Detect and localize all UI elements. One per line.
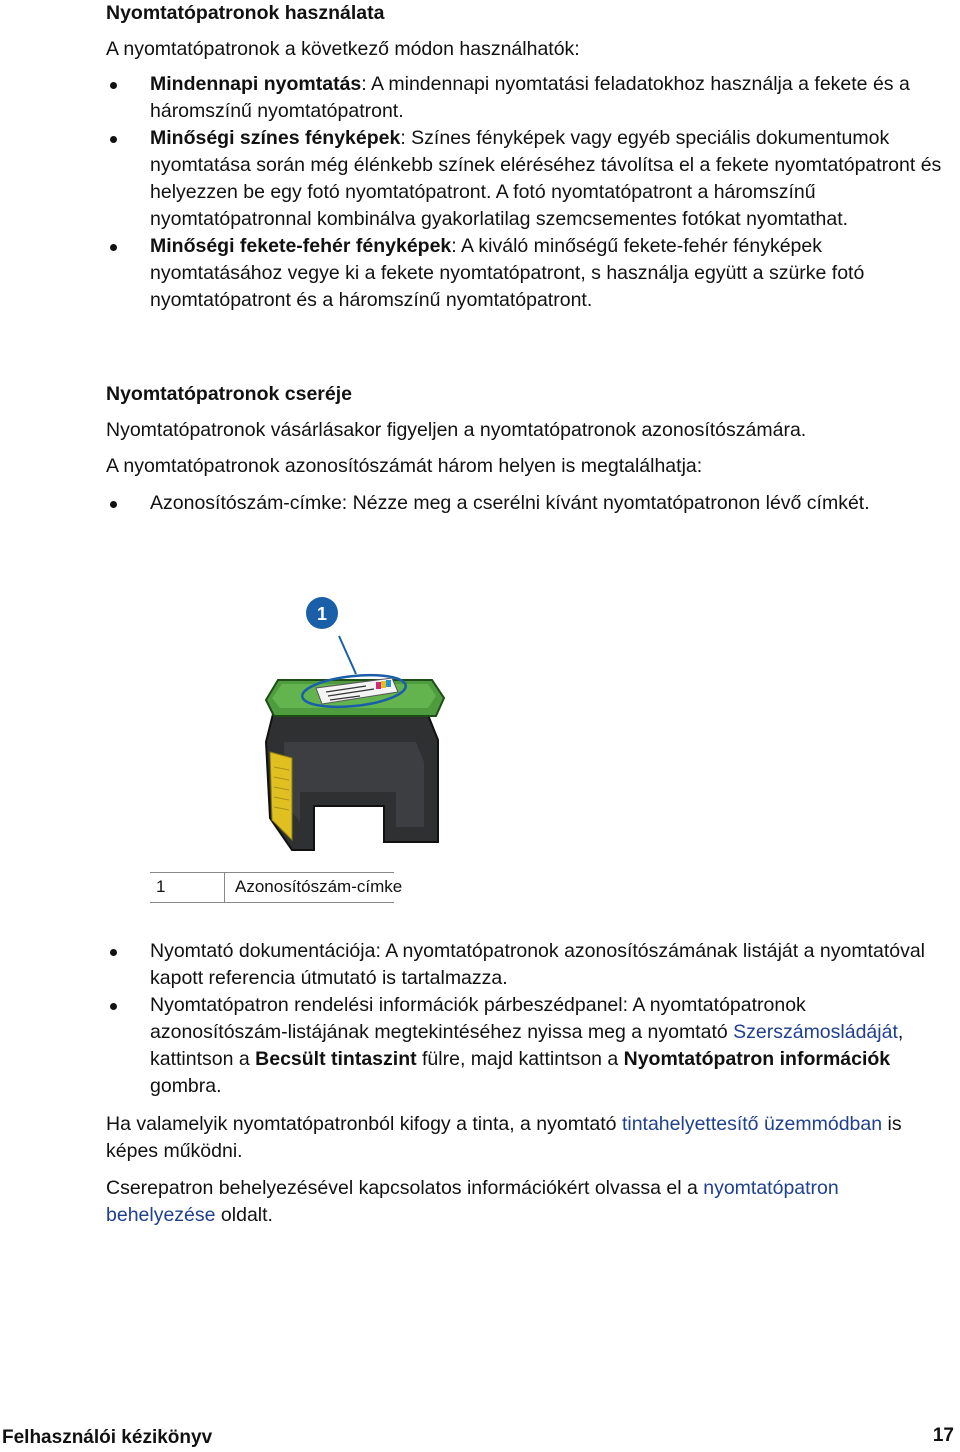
paragraph-text: Ha valamelyik nyomtatópatronból kifogy a tinta, a nyomtató [106, 1113, 622, 1135]
paragraph-text: is képes működni. [106, 1113, 902, 1162]
caption-text: Azonosítószám-címke [235, 877, 403, 896]
caption-number: 1 [156, 877, 166, 896]
ink-backup-mode-link[interactable]: tintahelyettesítő üzemmódban [621, 1113, 883, 1135]
figure-caption [150, 872, 403, 903]
list-item-text: gombra. [150, 1075, 222, 1097]
list-item-label: Minőségi színes fényképek [150, 127, 401, 149]
list-item-text: , kattintson a [150, 1021, 904, 1070]
list-item: Nyomtató dokumentációja: A nyomtatópatronok azonosítószámának listáját a nyomtatóval kapott referencia útmutató is tartalmazza. [106, 938, 946, 992]
list-item-text: : A mindennapi nyomtatási feladatokhoz használja a fekete és a háromszínű nyomtatópatront. [150, 73, 910, 122]
list-item [106, 233, 946, 314]
cartridge-info-button-label: Nyomtatópatron információk [623, 1048, 891, 1070]
list-item-text: Nyomtatópatron rendelési információk párbeszédpanel: A nyomtatópatronok azonosítószám-listájának megtekintéséhez nyissa meg a nyomtató [150, 994, 806, 1043]
toolbox-link[interactable]: Szerszámosládáját [733, 1021, 898, 1043]
list-item: Azonosítószám-címke: Nézze meg a cserélni kívánt nyomtatópatronon lévő címkét. [106, 490, 946, 517]
list-item [106, 992, 946, 1100]
list-item [106, 125, 946, 233]
paragraph-text: oldalt. [215, 1204, 273, 1226]
paragraph [106, 1175, 946, 1229]
ink-level-tab-label: Becsült tintaszint [255, 1048, 417, 1070]
install-cartridge-link[interactable]: nyomtatópatron behelyezése [106, 1177, 839, 1226]
page-number: 17 [932, 1425, 954, 1446]
paragraph: Nyomtatópatronok vásárlásakor figyeljen a nyomtatópatronok azonosítószámára. [106, 419, 807, 441]
list-item-label: Mindennapi nyomtatás [150, 73, 362, 95]
caption-divider [224, 873, 225, 902]
list-item-label: Minőségi fekete-fehér fényképek [150, 235, 452, 257]
list-item-text: : A kiváló minőségű fekete-fehér fényképek nyomtatásához vegye ki a fekete nyomtatópatront, s használja együtt a szürke fotó nyomtatópatront és a háromszínű nyomtatópatront. [150, 235, 865, 311]
location-list [106, 490, 946, 517]
paragraph: A nyomtatópatronok azonosítószámát három helyen is megtalálhatja: [106, 455, 703, 477]
paragraph [106, 1111, 906, 1165]
section-title-usage: Nyomtatópatronok használata [106, 2, 385, 24]
list-item-text: : Színes fényképek vagy egyéb speciális dokumentumok nyomtatása során még élénkebb színek eléréséhez távolítsa el a fekete nyomtatópatront és helyezzen be egy fotó nyomtatópatront. A fotó nyomtatópatront a háromszínű nyomtatópatronnal kombinálva gyakorlatilag szemcsementes fotókat nyomtathat. [150, 127, 942, 230]
usage-list [106, 71, 946, 314]
cartridge-illustration [256, 592, 456, 852]
section-title-replacement: Nyomtatópatronok cseréje [106, 383, 352, 405]
callout-number: 1 [316, 604, 328, 624]
paragraph-text: Cserepatron behelyezésével kapcsolatos információkért olvassa el a [106, 1177, 704, 1199]
cartridge-figure [256, 592, 456, 852]
footer-title: Felhasználói kézikönyv [2, 1427, 213, 1448]
list-item [106, 71, 946, 125]
list-item-text: fülre, majd kattintson a [416, 1048, 624, 1070]
location-list-continued [106, 938, 946, 1100]
section-intro: A nyomtatópatronok a következő módon használhatók: [106, 38, 580, 60]
